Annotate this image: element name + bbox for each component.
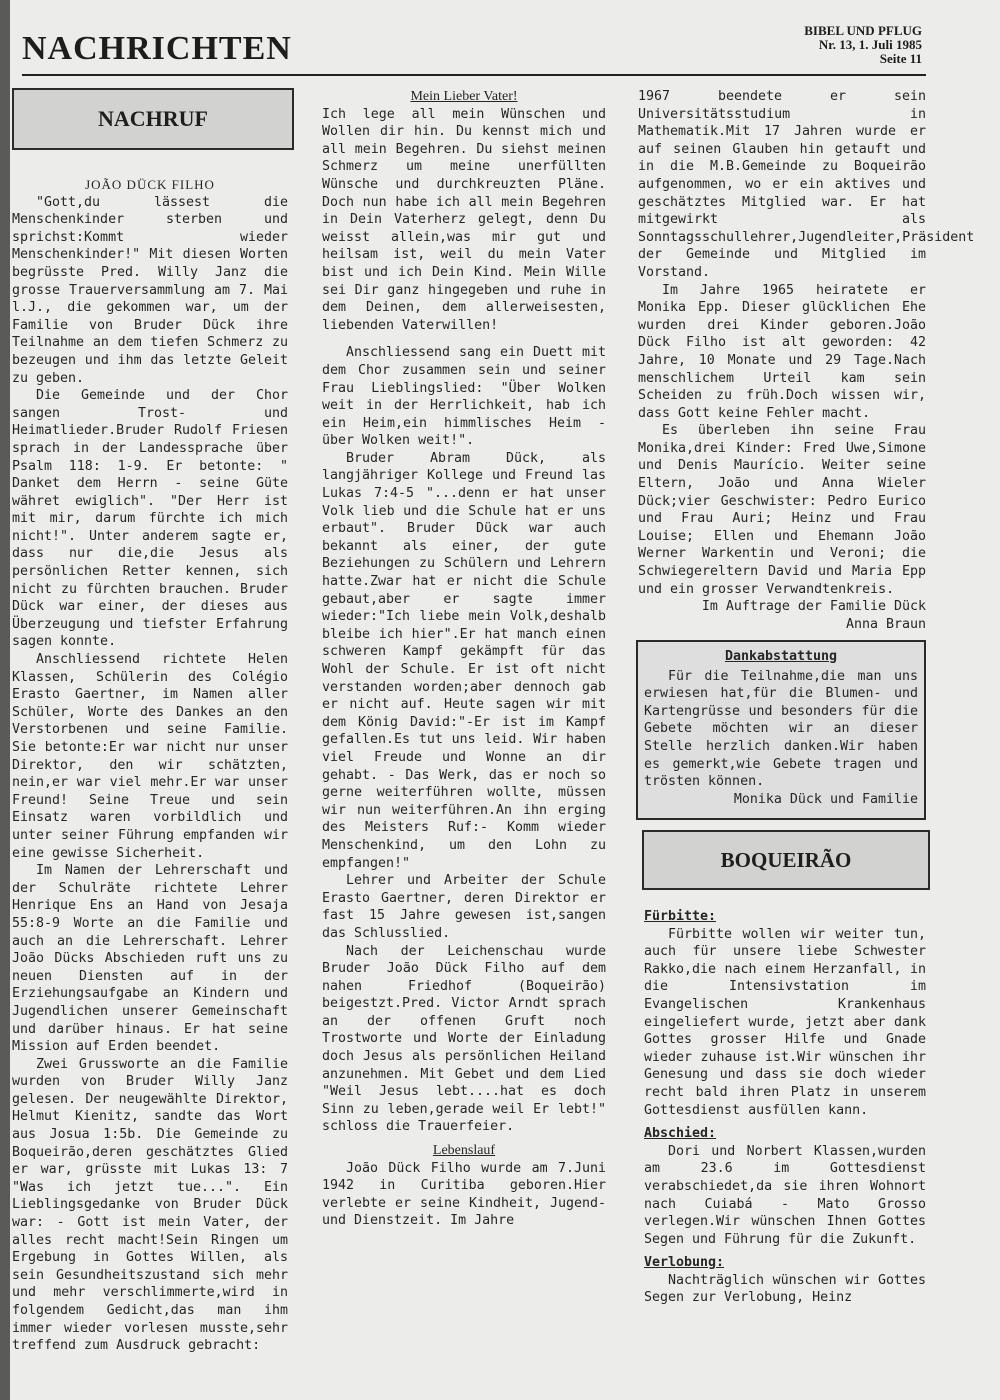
nachruf-paragraph: Die Gemeinde und der Chor sangen Trost- und Heimatlieder.Bruder Rudolf Friesen sprach in der Landessprache über Psalm 118: 1-9. Er betonte: " Danket dem Herrn - seine Güte währet ewiglich". "Der Herr ist mit mir, darum fürchte ich mich nicht!". Unter anderem sagte er, dass nur die,die Jesus als persönlichen Retter kennen, sich nicht zu fürchten brauchen. Bruder Dück war einer, der dieses aus Überzeugung und tiefster Erfahrung sagen konnte. <box>12 388 288 650</box>
middle-paragraph: Anschliessend sang ein Duett mit dem Chor zusammen sein und seiner Frau Lieblingslied: "Über Wolken weit in der Herrlichkeit, hab ich ein Heim,ein himmlisches Heim - über Wolken weit!". <box>322 345 606 449</box>
nachruf-paragraph: Anschliessend richtete Helen Klassen, Schülerin des Colégio Erasto Gaertner, im Namen aller Schüler, Worte des Dankes an den Verstorbenen und seine Familie. Sie betonte:Er war nicht nur unser Direktor, den wir schätzten, nein,er war viel mehr.Er war unser Freund! Seine Treue und sein Einsatz waren vorbildlich und unter seiner Führung empfanden wir eine gewisse Sicherheit. <box>12 652 288 861</box>
column-nachruf <box>12 176 288 1355</box>
page-binding-edge <box>0 0 10 1400</box>
thanks-title: Dankabstattung <box>724 649 838 664</box>
abschied-text: Dori und Norbert Klassen,wurden am 23.6 im Gottesdienst verabschiedet,da sie ihren Wohnort nach Cuiabá - Mato Grosso verlegen.Wir wünschen Ihnen Gottes Segen und Führung für die Zukunft. <box>644 1143 926 1247</box>
signoff-line: Im Auftrage der Familie Dück <box>701 599 926 615</box>
signoff-name: Anna Braun <box>845 616 926 632</box>
boqueirao-heading <box>642 830 930 890</box>
right-paragraph: Es überleben ihn seine Frau Monika,drei Kinder: Fred Uwe,Simone und Denis Maurício. Weiter seine Eltern, João und Anna Wieler Dück;vier Geschwister: Pedro Eurico und Frau Auri; Heinz und Frau Louise; Ellen und Ehemann João Werner Warkentin und Veroni; die Schwiegereltern David und Maria Epp und ein grosser Verwandtenkreis. <box>638 423 926 597</box>
lebenslauf-title: Lebenslauf <box>432 1143 496 1159</box>
middle-paragraph: Lehrer und Arbeiter der Schule Erasto Gaertner, deren Direktor er fast 15 Jahre gewesen ist,sangen das Schlusslied. <box>322 873 606 941</box>
nachruf-subheading: JOÃO DÜCK FILHO <box>85 177 215 192</box>
right-paragraph: Im Jahre 1965 heiratete er Monika Epp. Dieser glücklichen Ehe wurden drei Kinder geboren.João Dück Filho ist alt geworden: 42 Jahre, 10 Monate und 29 Tage.Nach menschlichem Urteil kam sein Scheiden zu früh.Doch wissen wir, dass Gott keine Fehler macht. <box>638 282 926 421</box>
publication-name: BIBEL UND PFLUG <box>804 23 922 38</box>
issue-number: Nr. 13, 1. Juli 1985 <box>818 37 922 52</box>
column-middle <box>322 88 606 1230</box>
nachruf-paragraph: Zwei Grussworte an die Familie wurden von Bruder Willy Janz gelesen. Der neugewählte Direktor, Helmut Kienitz, sandte das Wort aus Josua 1:5b. Die Gemeinde zu Boqueirão,deren geschätztes Glied er war, grüsste mit Lukas 13: 7 "Was ich jetzt tue...". Ein Lieblingsgedanke von Bruder Dück war: - Gott ist mein Vater, der alles recht macht!Sein Ringen um Ergebung in Gottes Willen, als sein Gesundheitszustand sich mehr und mehr verschlimmerte,wird in folgendem Gedicht,das man ihm immer wieder vorlesen musste,sehr treffend zum Ausdruck gebracht: <box>12 1056 288 1354</box>
fuerbitte-label: Fürbitte: <box>644 909 717 924</box>
boqueirao-heading-text: BOQUEIRÃO <box>720 847 852 872</box>
nachruf-heading-text: NACHRUF <box>98 106 208 131</box>
right-paragraph: 1967 beendete er sein Universitätsstudium in Mathematik.Mit 17 Jahren wurde er auf seinen Glauben hin getauft und in die M.B.Gemeinde zu Boqueirão aufgenommen, wo er ein aktives und geschätztes Mitglied war. Er hat mitgewirkt als Sonntagsschullehrer,Jugendleiter,Präsident der Gemeinde und Mitglied im Vorstand. <box>638 89 975 280</box>
poem-text: Ich lege all mein Wünschen und Wollen dir hin. Du kennst mich und all mein Begehren. Du siehst meinen Schmerz um meine unerfüllten Wünsche und durchkreuzten Pläne. Doch nun habe ich all mein Begehren in Dein Vaterherz gelegt, denn Du weisst allein,was mir gut und heilsam ist, weil du mein Vater bist und ich Dein Kind. Mein Wille sei Dir ganz hingegeben und ruhe in dem Deinen, dem allerweisesten, liebenden Vaterwillen! <box>322 106 606 333</box>
verlobung-text: Nachträglich wünschen wir Gottes Segen zur Verlobung, Heinz <box>644 1272 926 1306</box>
column-boqueirao <box>644 908 926 1307</box>
middle-paragraph: Nach der Leichenschau wurde Bruder João Dück Filho auf dem nahen Friedhof (Boqueirão) beigestzt.Pred. Victor Arndt sprach an der offenen Gruft noch Trostworte und Worte der Einladung doch Jesus als persönlichen Heiland anzunehmen. Mit Gebet und dem Lied "Weil Jesus lebt....hat es doch Sinn zu leben,gerade weil Er lebt!" schloss die Trauerfeier. <box>322 943 606 1135</box>
thanks-box <box>636 640 926 820</box>
verlobung-label: Verlobung: <box>644 1255 725 1271</box>
masthead <box>22 23 926 76</box>
thanks-signature: Monika Dück und Familie <box>733 791 918 807</box>
nachruf-heading <box>12 88 294 150</box>
nachruf-paragraph: "Gott,du lässest die Menschenkinder sterben und sprichst:Kommt wieder Menschenkinder!" Mit diesen Worten begrüsste Pred. Willy Janz die grosse Trauerversammlung am 7. Mai l.J., die gekommen war, um der Familie von Bruder Dück ihre Teilnahme an dem tiefen Schmerz zu bezeugen und ihm das letzte Geleit zu geben. <box>12 194 288 386</box>
fuerbitte-text: Fürbitte wollen wir weiter tun, auch für unsere liebe Schwester Rakko,die nach einem Herzanfall, in die Intensivstation im Evangelischen Krankenhaus eingeliefert wurde, jetzt aber dank Gottes grosser Hilfe und Gnade wieder zuhause ist.Wir wünschen ihr Genesung und dass sie doch wieder recht bald ihren Platz in unserem Gottesdienst ausfüllen kann. <box>644 926 926 1118</box>
middle-paragraph: Bruder Abram Dück, als langjähriger Kollege und Freund las Lukas 7:4-5 "...denn er hat unser Volk lieb und die Schule hat er uns erbaut". Bruder Dück war auch bekannt als einer, der gute Beziehungen zu Schülern und Lehrern hatte.Zwar hat er nicht die Schule gebaut,aber er sagte immer wieder:"Ich liebe mein Volk,deshalb bleibe ich hier".Er hat manch einen schweren Kampf gekämpft für das Wohl der Schule. Er ist oft nicht verstanden worden;aber dennoch gab er nicht auf. Heute sagen wir mit dem König David:"-Er ist im Kampf gefallen.Es tut uns leid. Wir haben viel Freude und Wonne an dir gehabt. - Das Werk, das er noch so gerne weiterführen wollte, müssen wir nun weiterführen.An ihn erging des Meisters Ruf:- Komm wieder Menschenkind, um den Lohn zu empfangen!" <box>322 450 606 871</box>
thanks-text: Für die Teilnahme,die man uns erwiesen hat,für die Blumen- und Kartengrüsse und besonders für die Gebete möchten wir an dieser Stelle herzlich danken.Wir haben es gemerkt,wie Gebete tragen und trösten können. <box>644 668 918 790</box>
lebenslauf-text: João Dück Filho wurde am 7.Juni 1942 in Curitiba geboren.Hier verlebte er seine Kindheit, Jugend- und Dienstzeit. Im Jahre <box>322 1160 606 1229</box>
publication-info <box>804 24 922 66</box>
page-number: Seite 11 <box>879 51 922 66</box>
section-title: NACHRICHTEN <box>22 30 292 67</box>
poem-title: Mein Lieber Vater! <box>410 89 518 104</box>
column-right <box>638 88 975 633</box>
abschied-label: Abschied: <box>644 1126 717 1142</box>
nachruf-paragraph: Im Namen der Lehrerschaft und der Schulräte richtete Lehrer Henrique Ens an Hand von Jesaja 55:8-9 Worte an die Familie und auch an die Lehrerschaft. Lehrer João Dücks Abschieden ruft uns zu neuen Diensten auf in der Erziehungsaufgabe an Kindern und Jugendlichen unserer Gemeinschaft und darüber hinaus. Er hat seine Mission auf Erden beendet. <box>12 863 288 1055</box>
